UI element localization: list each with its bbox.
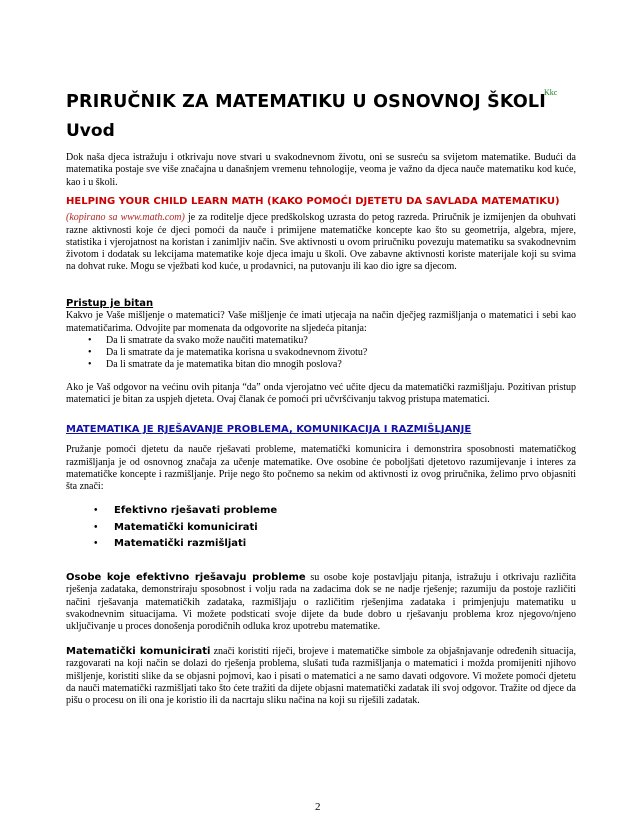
document-subtitle: Uvod bbox=[66, 121, 115, 141]
section-effective-solvers bbox=[66, 572, 576, 633]
source-reference: (kopirano sa www.math.com) bbox=[66, 212, 185, 224]
list-item: • Matematički razmišljati bbox=[66, 536, 576, 553]
section-effective-solvers-body: su osobe koje postavljaju pitanja, istražuju i otkrivaju različita rješenja zadataka, demonstriraju sposobnost i volju rada na zadacima dok se ne nadje rješenje; razumiju da postoje različiti načini rješavanja matematičkih zadataka, razmišljaju o različitim rješenjima zadataka i primjenjuju matematiku u svakodnevnim situacijama. Vi možete podsticati svoje dijete da bude dobro u rješavanju problema kroz njegovo/njeno uključivanje u proces donošenja porodičnih odluka kroz upotrebu matematike. bbox=[66, 572, 576, 633]
intro-paragraph: Dok naša djeca istražuju i otkrivaju nove stvari u svakodnevnom životu, oni se susreću sa svijetom matematike. Budući da matematika postaje sve više značajna u današnjem vremenu tehnologije, veoma je važno da djeca nauče matematiku kod kuće, kao i u školi. bbox=[66, 152, 576, 188]
section-communicate bbox=[66, 646, 576, 707]
section-helping-body: je za roditelje djece predškolskog uzrasta do petog razreda. Priručnik je izmijenjen da obuhvati razne aktivnosti koje će djeci pomoći da nauče i primijene matematičke koncepte kao što su geometrija, algebra, mjere, statistika i vjerojatnost na koristan i zanimljiv način. Sve aktivnosti u ovom priručniku povezuju matematiku sa svakodnevnim životom i dodatak su lekcijama matematike koje djeca imaju u školi. Ove zabavne aktivnosti koriste materijale koji su svima na dohvat ruke. Mogu se vježbati kod kuće, u prodavnici, na putovanju ili kao dio igre sa djecom. bbox=[66, 212, 576, 273]
lead-communicate: Matematički komunicirati bbox=[66, 646, 211, 657]
section-attitude-paragraph: Kakvo je Vaše mišljenje o matematici? Vaše mišljenje će imati utjecaja na način dječjeg razmišljanja o matematici i sebi kao matematičarima. Odvojite par momenata da odgovorite na sljedeća pitanja: bbox=[66, 310, 576, 334]
section-heading-problem-solving: MATEMATIKA JE RJEŠAVANJE PROBLEMA, KOMUNIKACIJA I RAZMIŠLJANJE bbox=[66, 424, 472, 435]
section-problem-solving-paragraph: Pružanje pomoći djetetu da nauče rješavati probleme, matematički komunicira i demonstrira sposobnosti matematičkog razmišljanja je od osnovnog značaja za učenje matematike. Ove osobine će poboljšati djetetovo razumijevanje i interes za matematičke koncepte i razmišljanje. Prije nego što počnemo sa nekim od aktivnosti iz ovog priručnika, želimo prvo objasniti šta znači: bbox=[66, 444, 576, 493]
lead-effective-solvers: Osobe koje efektivno rješavaju probleme bbox=[66, 572, 306, 583]
section-heading-attitude: Pristup je bitan bbox=[66, 298, 154, 309]
list-item: • Da li smatrate da svako može naučiti matematiku? bbox=[66, 335, 576, 347]
list-item: • Da li smatrate da je matematika bitan dio mnogih poslova? bbox=[66, 359, 576, 371]
page-number: 2 bbox=[315, 801, 321, 813]
section-helping-your-child bbox=[66, 196, 576, 274]
section-communicate-body: znači koristiti riječi, brojeve i matematičke simbole za objašnjavanje određenih situacija, razgovarati na koji način se dolazi do rješenja problema, slušati tuđa razmišljanja o matematici i možda promijeniti njihovo mišljenje, koristiti slike da se objasni pojmovi, kao i pisati o matematici a ne samo davati odgovore. Vi možete pomoći djetetu da nauči matematički razmišljati tako što ćete tražiti da dijete objasni matematički zadatak ili svoj odgovor. Tražite od djece da pišu o procesu on ili ona je koristio ili da nacrtaju sliku načina na koji su riješili zadatak. bbox=[66, 646, 576, 707]
questions-list bbox=[66, 335, 576, 372]
document-title: PRIRUČNIK ZA MATEMATIKU U OSNOVNOJ ŠKOLI bbox=[66, 92, 546, 112]
section-problem-solving bbox=[66, 424, 576, 553]
skills-list bbox=[66, 503, 576, 553]
corner-mark: Kkc bbox=[544, 88, 558, 97]
section-helping-paragraph bbox=[66, 212, 576, 273]
section-attitude bbox=[66, 298, 576, 406]
section-attitude-conclusion: Ako je Vaš odgovor na većinu ovih pitanja “da” onda vjerojatno već učite djecu da matematički razmišljaju. Pozitivan pristup matematici je bitan za uspjeh djeteta. Ovaj članak će pomoći pri učvršćivanju takvog pristupa matematici. bbox=[66, 381, 576, 406]
list-item: • Da li smatrate da je matematika korisna u svakodnevnom životu? bbox=[66, 347, 576, 359]
list-item: • Matematički komunicirati bbox=[66, 520, 576, 537]
section-heading-helping: HELPING YOUR CHILD LEARN MATH (KAKO POMOĆI DJETETU DA SAVLADA MATEMATIKU) bbox=[66, 196, 560, 207]
list-item: • Efektivno rješavati probleme bbox=[66, 503, 576, 520]
